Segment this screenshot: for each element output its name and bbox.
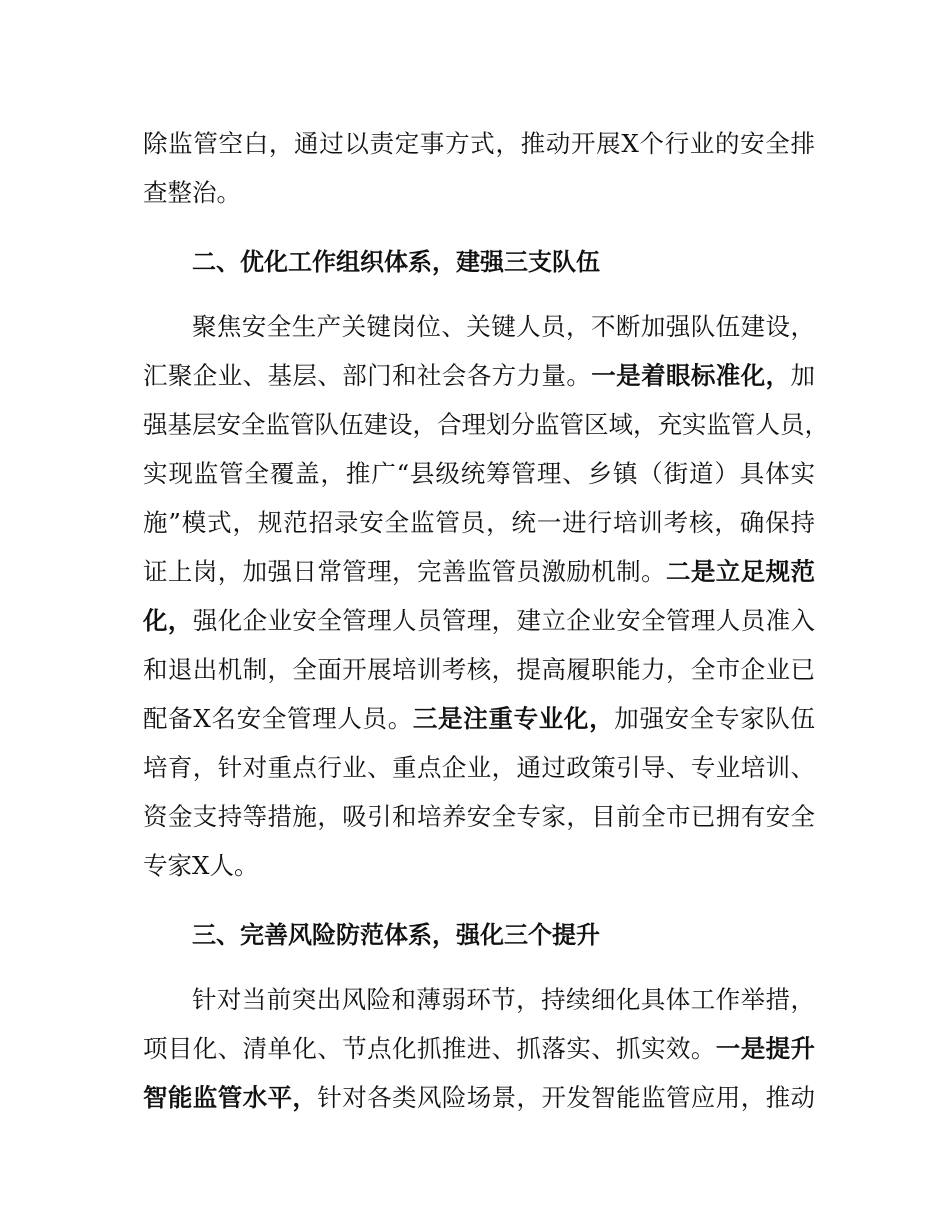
bold-emphasis: 二是立足规范	[665, 557, 816, 586]
paragraph-3-line-1: 针对当前突出风险和薄弱环节，持续细化具体工作举措，	[192, 985, 815, 1014]
text-run: 强化企业安全管理人员管理，建立企业安全管理人员准入	[192, 606, 816, 635]
text-run: 汇聚企业、基层、部门和社会各方力量。	[143, 361, 592, 390]
bold-emphasis: 一是提升	[715, 1034, 816, 1063]
paragraph-2-line-11: 资金支持等措施，吸引和培养安全专家，目前全市已拥有安全	[143, 802, 815, 831]
text-run: 加	[790, 361, 816, 390]
paragraph-2-line-6	[143, 555, 815, 589]
paragraph-2-line-8: 和退出机制，全面开展培训考核，提高履职能力，全市企业已	[143, 655, 815, 684]
paragraph-2-line-3: 强基层安全监管队伍建设，合理划分监管区域，充实监管人员，	[143, 410, 829, 439]
paragraph-2-line-7	[143, 604, 815, 638]
paragraph-2-line-10: 培育，针对重点行业、重点企业，通过政策引导、专业培训、	[143, 753, 815, 782]
text-run: 针对各类风险场景，开发智能监管应用，推动	[317, 1083, 815, 1112]
bold-emphasis: 一是着眼标准化，	[591, 361, 791, 390]
section-heading-2: 二、优化工作组织体系，建强三支队伍	[192, 248, 600, 276]
paragraph-2-line-12: 专家X人。	[143, 851, 259, 880]
paragraph-2-line-4: 实现监管全覆盖，推广“县级统筹管理、乡镇（街道）具体实	[143, 459, 815, 488]
text-run: 配备X名安全管理人员。	[143, 704, 413, 733]
paragraph-1-line-1: 除监管空白，通过以责定事方式，推动开展X个行业的安全排	[143, 129, 815, 158]
bold-emphasis: 三是注重专业化，	[412, 704, 615, 733]
bold-emphasis: 化，	[143, 606, 193, 635]
paragraph-3-line-3	[143, 1081, 815, 1115]
paragraph-2-line-9	[143, 702, 815, 736]
paragraph-3-line-2	[143, 1032, 815, 1066]
paragraph-2-line-5: 施”模式，规范招录安全监管员，统一进行培训考核，确保持	[143, 508, 815, 537]
paragraph-2-line-1: 聚焦安全生产关键岗位、关键人员，不断加强队伍建设，	[192, 312, 815, 341]
text-run: 项目化、清单化、节点化抓推进、抓落实、抓实效。	[143, 1034, 716, 1063]
text-run: 证上岗，加强日常管理，完善监管员激励机制。	[143, 557, 666, 586]
paragraph-2-line-2	[143, 359, 815, 393]
paragraph-1-line-2: 查整治。	[143, 178, 241, 207]
bold-emphasis: 智能监管水平，	[143, 1083, 318, 1112]
text-run: 加强安全专家队伍	[614, 704, 816, 733]
section-heading-3: 三、完善风险防范体系，强化三个提升	[192, 921, 600, 949]
